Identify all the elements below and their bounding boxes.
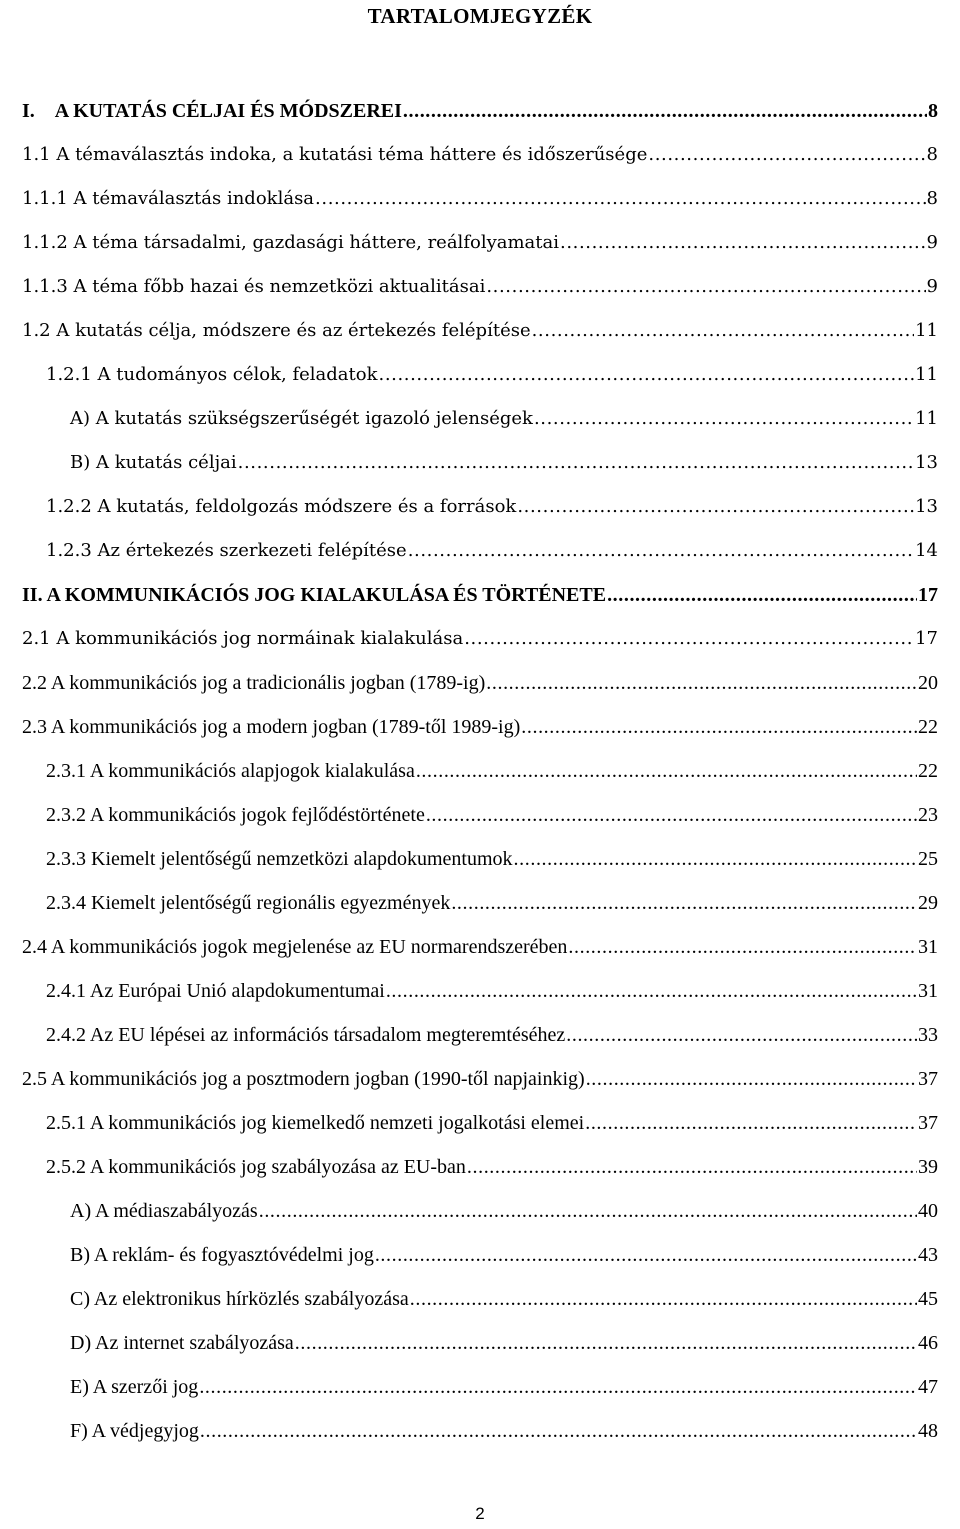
toc-entry-page: 37 <box>918 1068 938 1090</box>
toc-entry-label: 1.2 A kutatás célja, módszere és az értekezés felépítése <box>22 320 531 341</box>
toc-entry-label: 2.4 A kommunikációs jogok megjelenése az EU normarendszerében <box>22 936 568 958</box>
page-number: 2 <box>475 1504 485 1523</box>
toc-entry[interactable] <box>0 1020 960 1050</box>
toc-entry-label: 2.3.4 Kiemelt jelentőségű regionális egyezmények <box>46 892 451 914</box>
toc-entry-page: 13 <box>915 452 938 473</box>
toc-entry-page: 11 <box>915 364 938 385</box>
toc-entry[interactable] <box>0 448 960 478</box>
toc-entry[interactable] <box>0 1284 960 1314</box>
toc-entry-page: 8 <box>928 100 938 122</box>
toc-entry-page: 11 <box>915 320 938 341</box>
toc-entry-label: 1.2.2 A kutatás, feldolgozás módszere és a források <box>46 496 517 517</box>
toc-entry[interactable] <box>0 228 960 258</box>
toc-entry[interactable] <box>0 360 960 390</box>
toc-entry-page: 17 <box>918 584 938 606</box>
toc-entry-page: 47 <box>918 1376 938 1398</box>
toc-entry[interactable] <box>0 1196 960 1226</box>
toc-entry[interactable] <box>0 536 960 566</box>
toc-entry-page: 17 <box>915 628 938 649</box>
toc-entry-label: B) A kutatás céljai <box>70 452 237 473</box>
toc-entry-page: 11 <box>915 408 938 429</box>
toc-entry-label: A) A kutatás szükségszerűségét igazoló jelenségek <box>70 408 533 429</box>
toc-entry[interactable] <box>0 1240 960 1270</box>
page-title: TARTALOMJEGYZÉK <box>367 4 593 28</box>
toc-entry[interactable] <box>0 756 960 786</box>
toc-entry-label: 2.2 A kommunikációs jog a tradicionális jogban (1789-ig) <box>22 672 486 694</box>
toc-entry-label: 1.1.3 A téma főbb hazai és nemzetközi aktualitásai <box>22 276 486 297</box>
toc-entry[interactable] <box>0 712 960 742</box>
toc-entry-page: 9 <box>926 276 938 297</box>
toc-entry-page: 43 <box>918 1244 938 1266</box>
toc-entry-label: 2.5.1 A kommunikációs jog kiemelkedő nemzeti jogalkotási elemei <box>46 1112 585 1134</box>
toc-entry-page: 40 <box>918 1200 938 1222</box>
toc-entry[interactable] <box>0 888 960 918</box>
toc-entry[interactable] <box>0 844 960 874</box>
toc-entry-page: 13 <box>915 496 938 517</box>
toc-entry-page: 22 <box>918 760 938 782</box>
toc-entry-label: 2.3.1 A kommunikációs alapjogok kialakulása <box>46 760 415 782</box>
toc-entry-label: F) A védjegyjog <box>70 1420 199 1442</box>
toc-entry-label: 2.5 A kommunikációs jog a posztmodern jogban (1990-től napjainkig) <box>22 1068 585 1090</box>
toc-entry-page: 25 <box>918 848 938 870</box>
toc-entry[interactable] <box>0 96 960 126</box>
toc-entry[interactable] <box>0 976 960 1006</box>
toc-entry-page: 8 <box>926 188 938 209</box>
toc-entry-label: 1.1.1 A témaválasztás indoklása <box>22 188 315 209</box>
toc-entry-label: 2.4.2 Az EU lépései az információs társadalom megteremtéséhez <box>46 1024 566 1046</box>
toc-entry-page: 14 <box>915 540 938 561</box>
toc-entry[interactable] <box>0 184 960 214</box>
toc-entry-page: 37 <box>918 1112 938 1134</box>
toc-entry-label: A) A médiaszabályozás <box>70 1200 258 1222</box>
toc-entry-label: 2.3.2 A kommunikációs jogok fejlődéstörténete <box>46 804 425 826</box>
toc-entry-page: 29 <box>918 892 938 914</box>
toc-entry-label: 1.2.1 A tudományos célok, feladatok <box>46 364 378 385</box>
toc-entry[interactable] <box>0 624 960 654</box>
toc-entry-label: 1.1 A témaválasztás indoka, a kutatási téma háttere és időszerűsége <box>22 144 648 165</box>
toc-entry-label: II. A KOMMUNIKÁCIÓS JOG KIALAKULÁSA ÉS TÖRTÉNETE <box>22 584 607 606</box>
toc-entry-label: 2.5.2 A kommunikációs jog szabályozása az EU-ban <box>46 1156 466 1178</box>
toc-entry[interactable] <box>0 492 960 522</box>
toc-entry[interactable] <box>0 272 960 302</box>
toc-entry-page: 9 <box>926 232 938 253</box>
toc-entry-label: C) Az elektronikus hírközlés szabályozása <box>70 1288 409 1310</box>
toc-entry-label: B) A reklám- és fogyasztóvédelmi jog <box>70 1244 374 1266</box>
toc-entry[interactable] <box>0 1416 960 1446</box>
toc-entry-label: 2.3 A kommunikációs jog a modern jogban (1789-től 1989-ig) <box>22 716 521 738</box>
toc-entry[interactable] <box>0 316 960 346</box>
toc-entry-page: 20 <box>918 672 938 694</box>
toc-entry-label: 2.3.3 Kiemelt jelentőségű nemzetközi alapdokumentumok <box>46 848 513 870</box>
toc-entry[interactable] <box>0 580 960 610</box>
toc-entry[interactable] <box>0 1108 960 1138</box>
toc-entry-page: 8 <box>926 144 938 165</box>
toc-entry[interactable] <box>0 404 960 434</box>
toc-entry[interactable] <box>0 1372 960 1402</box>
toc-entry[interactable] <box>0 1152 960 1182</box>
toc-entry[interactable] <box>0 932 960 962</box>
toc-entry[interactable] <box>0 1328 960 1358</box>
toc-entry-label: D) Az internet szabályozása <box>70 1332 294 1354</box>
toc-entry-page: 31 <box>918 980 938 1002</box>
toc-entry-label: E) A szerzői jog <box>70 1376 199 1398</box>
toc-entry-page: 46 <box>918 1332 938 1354</box>
toc-entry-label: 2.1 A kommunikációs jog normáinak kialakulása <box>22 628 464 649</box>
toc-entry-label: 2.4.1 Az Európai Unió alapdokumentumai <box>46 980 385 1002</box>
toc-entry[interactable] <box>0 668 960 698</box>
toc-entry-page: 31 <box>918 936 938 958</box>
toc-entry-page: 39 <box>918 1156 938 1178</box>
toc-entry-label: 1.1.2 A téma társadalmi, gazdasági háttere, reálfolyamatai <box>22 232 559 253</box>
toc-entry-page: 22 <box>918 716 938 738</box>
toc-entry-page: 33 <box>918 1024 938 1046</box>
toc-entry-page: 48 <box>918 1420 938 1442</box>
toc-entry[interactable] <box>0 800 960 830</box>
toc-entry-page: 23 <box>918 804 938 826</box>
toc-entry-page: 45 <box>918 1288 938 1310</box>
toc-entry[interactable] <box>0 140 960 170</box>
toc-entry-label: I. A KUTATÁS CÉLJAI ÉS MÓDSZEREI <box>22 100 402 122</box>
toc-entry[interactable] <box>0 1064 960 1094</box>
toc-entry-label: 1.2.3 Az értekezés szerkezeti felépítése <box>46 540 407 561</box>
